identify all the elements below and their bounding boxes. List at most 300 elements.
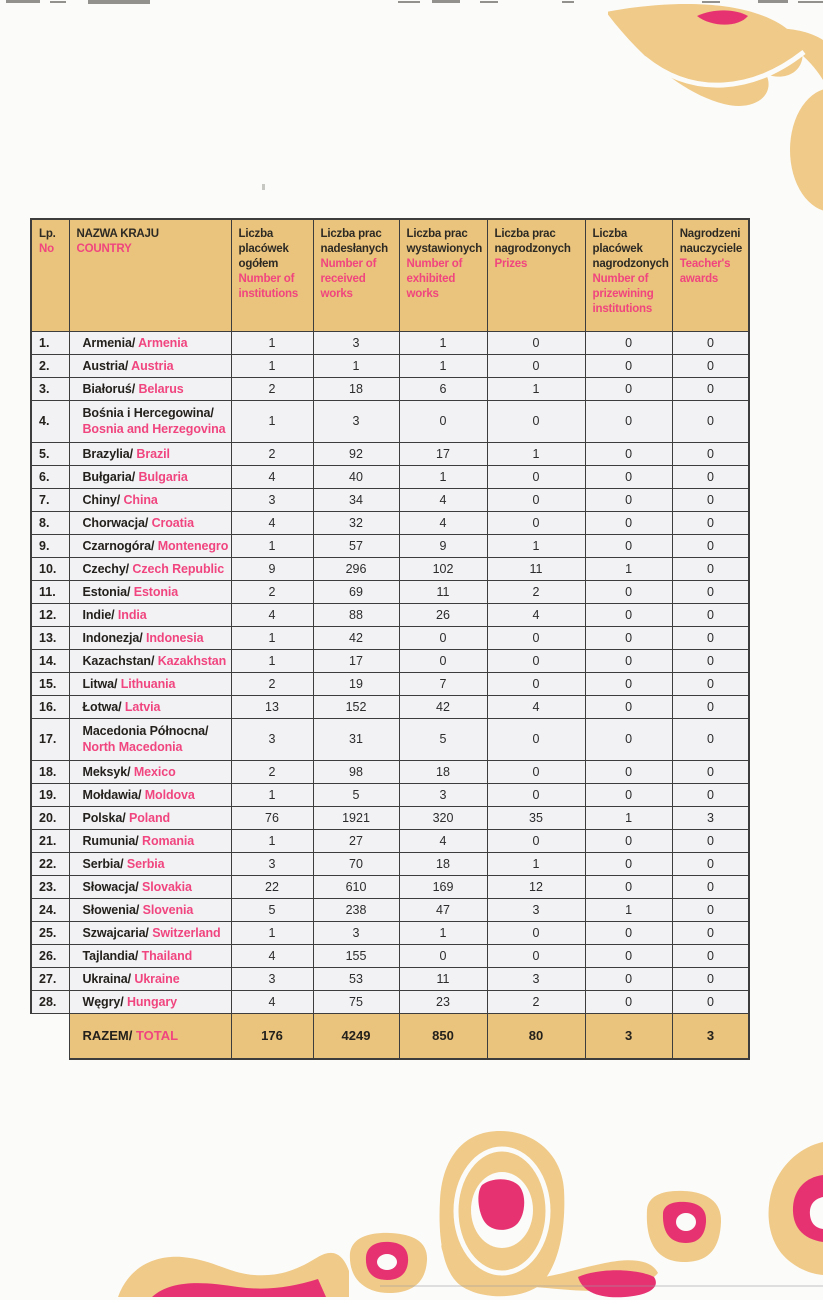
scan-artifact: [562, 1, 574, 3]
header-label-polish: Liczba placówek ogółem: [238, 228, 289, 270]
value-cell: 0: [585, 967, 672, 990]
country-row: [31, 400, 749, 442]
country-name-english: Kazakhstan: [157, 653, 227, 668]
value-cell: 2: [231, 442, 313, 465]
value-cell: 0: [672, 511, 749, 534]
value-cell: 320: [399, 806, 487, 829]
value-cell: 0: [585, 944, 672, 967]
value-cell: 1: [585, 898, 672, 921]
value-cell: 13: [231, 695, 313, 718]
value-cell: 4: [399, 829, 487, 852]
value-cell: 1: [231, 534, 313, 557]
country-name-polish: Polska/: [82, 810, 126, 825]
header-label-polish: Nagrodzeni nauczyciele: [679, 228, 743, 255]
country-name-polish: Kazachstan/: [82, 653, 155, 668]
value-cell: 69: [313, 580, 399, 603]
total-value-cell: 4249: [313, 1013, 399, 1059]
country-name-polish: Rumunia/: [82, 833, 139, 848]
header-label-english: Number of prizewining institutions: [592, 272, 654, 315]
table-footer: [31, 1013, 749, 1059]
value-cell: 0: [399, 944, 487, 967]
value-cell: 35: [487, 806, 585, 829]
country-name-polish: Estonia/: [82, 584, 131, 599]
country-name: [69, 557, 231, 580]
value-cell: 0: [672, 626, 749, 649]
country-name-polish: Chorwacja/: [82, 515, 149, 530]
country-name-english: Croatia: [151, 515, 194, 530]
value-cell: 0: [672, 990, 749, 1013]
country-name: [69, 921, 231, 944]
value-cell: 0: [585, 465, 672, 488]
value-cell: 4: [231, 990, 313, 1013]
value-cell: 2: [231, 377, 313, 400]
country-name-polish: Białoruś/: [82, 381, 136, 396]
value-cell: 4: [231, 944, 313, 967]
row-number: 23.: [31, 875, 69, 898]
value-cell: 155: [313, 944, 399, 967]
row-number: 6.: [31, 465, 69, 488]
value-cell: 0: [672, 718, 749, 760]
country-row: [31, 852, 749, 875]
total-value-cell: 176: [231, 1013, 313, 1059]
country-name-polish: Węgry/: [82, 994, 124, 1009]
country-name-polish: Chiny/: [82, 492, 121, 507]
country-row: [31, 603, 749, 626]
value-cell: 0: [672, 354, 749, 377]
row-number: 2.: [31, 354, 69, 377]
total-row: [31, 1013, 749, 1059]
country-name-polish: Austria/: [82, 358, 129, 373]
country-name-english: Indonesia: [146, 630, 204, 645]
value-cell: 18: [399, 760, 487, 783]
country-name-english: Czech Republic: [132, 561, 225, 576]
value-cell: 0: [487, 331, 585, 354]
country-name-polish: Ukraina/: [82, 971, 132, 986]
value-cell: 0: [585, 331, 672, 354]
value-cell: 0: [585, 875, 672, 898]
country-row: [31, 465, 749, 488]
value-cell: 3: [231, 852, 313, 875]
country-row: [31, 806, 749, 829]
value-cell: 0: [672, 649, 749, 672]
country-name-english: Estonia: [133, 584, 179, 599]
row-number: 4.: [31, 400, 69, 442]
country-name: [69, 695, 231, 718]
value-cell: 2: [231, 580, 313, 603]
row-number: 8.: [31, 511, 69, 534]
country-row: [31, 760, 749, 783]
scan-artifact: [6, 0, 40, 3]
country-name: [69, 511, 231, 534]
value-cell: 2: [487, 580, 585, 603]
row-number: 19.: [31, 783, 69, 806]
country-row: [31, 898, 749, 921]
row-number: 7.: [31, 488, 69, 511]
value-cell: 0: [585, 921, 672, 944]
column-header-received: [313, 219, 399, 331]
scan-artifact: [798, 1, 823, 3]
country-name-english: Montenegro: [157, 538, 229, 553]
value-cell: 2: [231, 760, 313, 783]
value-cell: 1: [585, 806, 672, 829]
value-cell: 0: [585, 649, 672, 672]
value-cell: 1921: [313, 806, 399, 829]
country-name: [69, 990, 231, 1013]
country-name: [69, 875, 231, 898]
value-cell: 98: [313, 760, 399, 783]
value-cell: 0: [672, 442, 749, 465]
value-cell: 9: [231, 557, 313, 580]
value-cell: 0: [585, 442, 672, 465]
header-label-english: Prizes: [494, 257, 528, 270]
value-cell: 92: [313, 442, 399, 465]
country-name-english: Armenia: [138, 335, 188, 350]
country-name: [69, 783, 231, 806]
value-cell: 32: [313, 511, 399, 534]
row-number: 12.: [31, 603, 69, 626]
header-label-english: COUNTRY: [76, 242, 132, 255]
value-cell: 1: [313, 354, 399, 377]
value-cell: 0: [585, 377, 672, 400]
value-cell: 1: [231, 649, 313, 672]
country-name-polish: Armenia/: [82, 335, 136, 350]
header-label-english: No: [39, 242, 54, 255]
value-cell: 238: [313, 898, 399, 921]
decoration-bottom-blobs: [0, 1085, 823, 1300]
value-cell: 34: [313, 488, 399, 511]
value-cell: 0: [399, 649, 487, 672]
country-name-polish: Czechy/: [82, 561, 130, 576]
country-name: [69, 465, 231, 488]
value-cell: 0: [585, 603, 672, 626]
value-cell: 4: [399, 511, 487, 534]
row-number: 21.: [31, 829, 69, 852]
value-cell: 42: [399, 695, 487, 718]
header-label-polish: Liczba placówek nagrodzonych: [592, 228, 669, 270]
value-cell: 4: [487, 695, 585, 718]
country-name-english: Lithuania: [120, 676, 176, 691]
row-number: 14.: [31, 649, 69, 672]
country-name: [69, 400, 231, 442]
value-cell: 2: [231, 672, 313, 695]
country-row: [31, 488, 749, 511]
country-name-english: Latvia: [124, 699, 161, 714]
value-cell: 2: [487, 990, 585, 1013]
value-cell: 0: [672, 783, 749, 806]
value-cell: 11: [399, 580, 487, 603]
value-cell: 0: [585, 672, 672, 695]
country-name-english: Serbia: [126, 856, 165, 871]
country-name-english: North Macedonia: [82, 740, 183, 754]
country-name: [69, 354, 231, 377]
country-name-polish: Indonezja/: [82, 630, 143, 645]
row-number: 22.: [31, 852, 69, 875]
value-cell: 152: [313, 695, 399, 718]
country-name-english: Thailand: [141, 948, 193, 963]
country-name-polish: Bułgaria/: [82, 469, 136, 484]
value-cell: 75: [313, 990, 399, 1013]
value-cell: 0: [672, 944, 749, 967]
row-number: 10.: [31, 557, 69, 580]
country-name-english: Slovakia: [141, 879, 192, 894]
row-number: 16.: [31, 695, 69, 718]
total-label: [69, 1013, 231, 1059]
country-name: [69, 967, 231, 990]
value-cell: 4: [231, 511, 313, 534]
value-cell: 0: [585, 354, 672, 377]
country-row: [31, 377, 749, 400]
country-name: [69, 852, 231, 875]
country-name: [69, 377, 231, 400]
value-cell: 0: [585, 511, 672, 534]
country-name-polish: Indie/: [82, 607, 115, 622]
country-name: [69, 718, 231, 760]
country-row: [31, 783, 749, 806]
total-row-notch: [31, 1013, 69, 1059]
country-name: [69, 672, 231, 695]
column-header-country: [69, 219, 231, 331]
value-cell: 1: [231, 626, 313, 649]
country-row: [31, 990, 749, 1013]
country-row: [31, 921, 749, 944]
value-cell: 3: [313, 400, 399, 442]
value-cell: 5: [399, 718, 487, 760]
value-cell: 0: [672, 465, 749, 488]
country-name: [69, 898, 231, 921]
row-number: 9.: [31, 534, 69, 557]
country-name-english: China: [123, 492, 158, 507]
value-cell: 4: [487, 603, 585, 626]
value-cell: 0: [487, 400, 585, 442]
country-name-polish: Czarnogóra/: [82, 538, 155, 553]
value-cell: 0: [585, 829, 672, 852]
column-header-exhibited: [399, 219, 487, 331]
country-results-table: [30, 218, 750, 1060]
value-cell: 1: [399, 465, 487, 488]
country-row: [31, 534, 749, 557]
value-cell: 0: [585, 990, 672, 1013]
value-cell: 1: [231, 400, 313, 442]
value-cell: 0: [672, 377, 749, 400]
value-cell: 1: [231, 354, 313, 377]
value-cell: 0: [487, 783, 585, 806]
country-name-english: Ukraine: [134, 971, 180, 986]
value-cell: 57: [313, 534, 399, 557]
row-number: 11.: [31, 580, 69, 603]
value-cell: 3: [672, 806, 749, 829]
total-value-cell: 850: [399, 1013, 487, 1059]
header-label-polish: Liczba prac nadesłanych: [320, 228, 388, 255]
row-number: 3.: [31, 377, 69, 400]
value-cell: 0: [487, 649, 585, 672]
header-label-english: Number of received works: [320, 257, 377, 300]
value-cell: 31: [313, 718, 399, 760]
country-name: [69, 806, 231, 829]
value-cell: 0: [672, 580, 749, 603]
country-name: [69, 442, 231, 465]
value-cell: 0: [672, 898, 749, 921]
value-cell: 1: [231, 783, 313, 806]
country-row: [31, 626, 749, 649]
country-row: [31, 557, 749, 580]
country-name: [69, 829, 231, 852]
value-cell: 53: [313, 967, 399, 990]
country-name-polish: Meksyk/: [82, 764, 131, 779]
row-number: 17.: [31, 718, 69, 760]
country-name-polish: Tajlandia/: [82, 948, 139, 963]
value-cell: 0: [487, 354, 585, 377]
total-label-english: TOTAL: [135, 1028, 179, 1044]
value-cell: 3: [399, 783, 487, 806]
row-number: 13.: [31, 626, 69, 649]
country-name: [69, 760, 231, 783]
header-label-english: Number of exhibited works: [406, 257, 463, 300]
value-cell: 88: [313, 603, 399, 626]
country-name: [69, 580, 231, 603]
value-cell: 4: [231, 465, 313, 488]
total-value-cell: 80: [487, 1013, 585, 1059]
value-cell: 1: [487, 852, 585, 875]
value-cell: 42: [313, 626, 399, 649]
country-name-polish: Serbia/: [82, 856, 124, 871]
value-cell: 0: [487, 488, 585, 511]
value-cell: 4: [399, 488, 487, 511]
value-cell: 0: [672, 829, 749, 852]
column-header-teachers: [672, 219, 749, 331]
scan-artifact: [702, 1, 720, 3]
country-name: [69, 603, 231, 626]
value-cell: 70: [313, 852, 399, 875]
header-label-polish: NAZWA KRAJU: [76, 228, 159, 240]
column-header-prizes: [487, 219, 585, 331]
scan-artifact: [88, 0, 150, 4]
value-cell: 0: [672, 967, 749, 990]
value-cell: 3: [313, 921, 399, 944]
value-cell: 0: [672, 331, 749, 354]
country-name-polish: Mołdawia/: [82, 787, 142, 802]
value-cell: 5: [313, 783, 399, 806]
country-row: [31, 649, 749, 672]
table-header: [31, 219, 749, 331]
value-cell: 22: [231, 875, 313, 898]
value-cell: 1: [231, 331, 313, 354]
value-cell: 0: [487, 718, 585, 760]
value-cell: 5: [231, 898, 313, 921]
value-cell: 18: [399, 852, 487, 875]
value-cell: 0: [672, 488, 749, 511]
row-number: 15.: [31, 672, 69, 695]
column-header-prizewining: [585, 219, 672, 331]
value-cell: 1: [231, 829, 313, 852]
value-cell: 3: [313, 331, 399, 354]
country-row: [31, 580, 749, 603]
value-cell: 0: [585, 626, 672, 649]
value-cell: 0: [585, 852, 672, 875]
row-number: 5.: [31, 442, 69, 465]
value-cell: 0: [487, 672, 585, 695]
header-label-polish: Lp.: [39, 228, 56, 240]
value-cell: 0: [585, 783, 672, 806]
country-name-polish: Brazylia/: [82, 446, 134, 461]
country-name-polish: Słowenia/: [82, 902, 140, 917]
country-row: [31, 695, 749, 718]
value-cell: 7: [399, 672, 487, 695]
country-row: [31, 672, 749, 695]
value-cell: 0: [487, 921, 585, 944]
value-cell: 0: [672, 760, 749, 783]
value-cell: 0: [487, 511, 585, 534]
row-number: 1.: [31, 331, 69, 354]
value-cell: 0: [585, 534, 672, 557]
value-cell: 3: [231, 967, 313, 990]
scan-artifact: [50, 1, 66, 3]
country-name-english: Bosnia and Herzegovina: [82, 422, 226, 436]
value-cell: 27: [313, 829, 399, 852]
value-cell: 3: [487, 967, 585, 990]
value-cell: 0: [487, 760, 585, 783]
country-row: [31, 967, 749, 990]
value-cell: 0: [585, 400, 672, 442]
value-cell: 0: [487, 944, 585, 967]
value-cell: 3: [231, 718, 313, 760]
value-cell: 0: [585, 488, 672, 511]
country-name-english: India: [117, 607, 147, 622]
row-number: 27.: [31, 967, 69, 990]
value-cell: 0: [399, 400, 487, 442]
value-cell: 6: [399, 377, 487, 400]
country-name: [69, 626, 231, 649]
header-label-polish: Liczba prac wystawionych: [406, 228, 483, 255]
country-name-english: Brazil: [136, 446, 170, 461]
value-cell: 3: [231, 488, 313, 511]
value-cell: 47: [399, 898, 487, 921]
value-cell: 0: [585, 695, 672, 718]
value-cell: 9: [399, 534, 487, 557]
scan-artifact: [432, 0, 460, 3]
country-name-polish: Szwajcaria/: [82, 925, 149, 940]
value-cell: 1: [399, 354, 487, 377]
country-name-english: Austria: [131, 358, 174, 373]
value-cell: 11: [487, 557, 585, 580]
value-cell: 169: [399, 875, 487, 898]
country-name-english: Romania: [142, 833, 195, 848]
row-number: 20.: [31, 806, 69, 829]
country-row: [31, 829, 749, 852]
value-cell: 0: [672, 921, 749, 944]
decoration-top-right-blob: [608, 0, 823, 235]
country-row: [31, 875, 749, 898]
value-cell: 1: [487, 377, 585, 400]
scan-artifact: [262, 184, 265, 190]
country-name: [69, 944, 231, 967]
value-cell: 1: [487, 534, 585, 557]
country-name-english: Moldova: [144, 787, 195, 802]
column-header-no: [31, 219, 69, 331]
country-name-english: Poland: [128, 810, 171, 825]
country-name-english: Belarus: [138, 381, 184, 396]
table-body: [31, 331, 749, 1013]
country-name-polish: Łotwa/: [82, 699, 122, 714]
country-name-polish: Słowacja/: [82, 879, 139, 894]
country-name-polish: Litwa/: [82, 676, 118, 691]
value-cell: 1: [487, 442, 585, 465]
scan-artifact: [758, 0, 788, 3]
value-cell: 0: [585, 760, 672, 783]
column-header-institutions: [231, 219, 313, 331]
value-cell: 610: [313, 875, 399, 898]
country-row: [31, 511, 749, 534]
value-cell: 0: [487, 829, 585, 852]
